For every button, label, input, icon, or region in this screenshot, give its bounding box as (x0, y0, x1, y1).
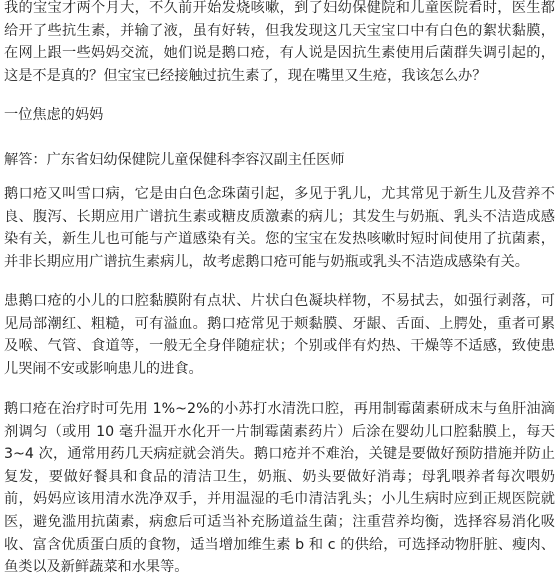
answerer-line: 解答：广东省妇幼保健院儿童保健科李容汉副主任医师 (4, 152, 345, 168)
answer-paragraph-2: 患鹅口疮的小儿的口腔黏膜附有点状、片状白色凝块样物，不易拭去，如强行剥落，可见局部潮红、粗糙，可有溢血。鹅口疮常见于颊黏膜、牙龈、舌面、上腭处，重者可累及喉、气管、食道等，一般无全身伴随症状；个别或伴有灼热、干燥等不适感，致使患儿哭闹不安或影响患儿的进食。 (4, 293, 555, 377)
answer-paragraph-1: 鹅口疮又叫雪口病，它是由白色念珠菌引起，多见于乳儿，尤其常见于新生儿及营养不良、腹泻、长期应用广谱抗生素或糖皮质激素的病儿；其发生与奶瓶、乳头不洁造成感染有关，新生儿也可能与产道感染有关。您的宝宝在发热咳嗽时短时间使用了抗菌素，并非长期应用广谱抗生素病儿，故考虑鹅口疮可能与奶瓶或乳头不洁造成感染有关。 (4, 186, 555, 270)
answer-paragraph-3: 鹅口疮在治疗时可先用 1%~2%的小苏打水清洗口腔，再用制霉菌素研成末与鱼肝油滴剂调匀（或用 10 毫升温开水化开一片制霉菌素药片）后涂在婴幼儿口腔黏膜上，每天 3~4 次，通常用药几天病症就会消失。鹅口疮并不难治，关键是要做好预防措施并防止复发，要做好餐具和食品的清洁卫生，奶瓶、奶头要做好消毒；母乳喂养者每次喂奶前，妈妈应该用清水洗净双手，并用温湿的毛巾清洁乳头；小儿生病时应到正规医院就医，避免滥用抗菌素，病愈后可适当补充肠道益生菌；注重营养均衡，选择容易消化吸收、富含优质蛋白质的食物，适当增加维生素 b 和 c 的供给，可选择动物肝脏、瘦肉、鱼类以及新鲜蔬菜和水果等。 (4, 401, 555, 576)
signature-line: 一位焦虑的妈妈 (4, 107, 104, 123)
question-paragraph: 我的宝宝才两个月大，不久前开始发烧咳嗽，到了妇幼保健院和儿童医院看时，医生都给开了些抗生素，并输了液，虽有好转，但我发现这几天宝宝口中有白色的絮状黏膜，在网上跟一些妈妈交流，她们说是鹅口疮，有人说是因抗生素使用后菌群失调引起的，这是不是真的？但宝宝已经接触过抗生素了，现在嘴里又生疮，我该怎么办？ (4, 0, 555, 84)
